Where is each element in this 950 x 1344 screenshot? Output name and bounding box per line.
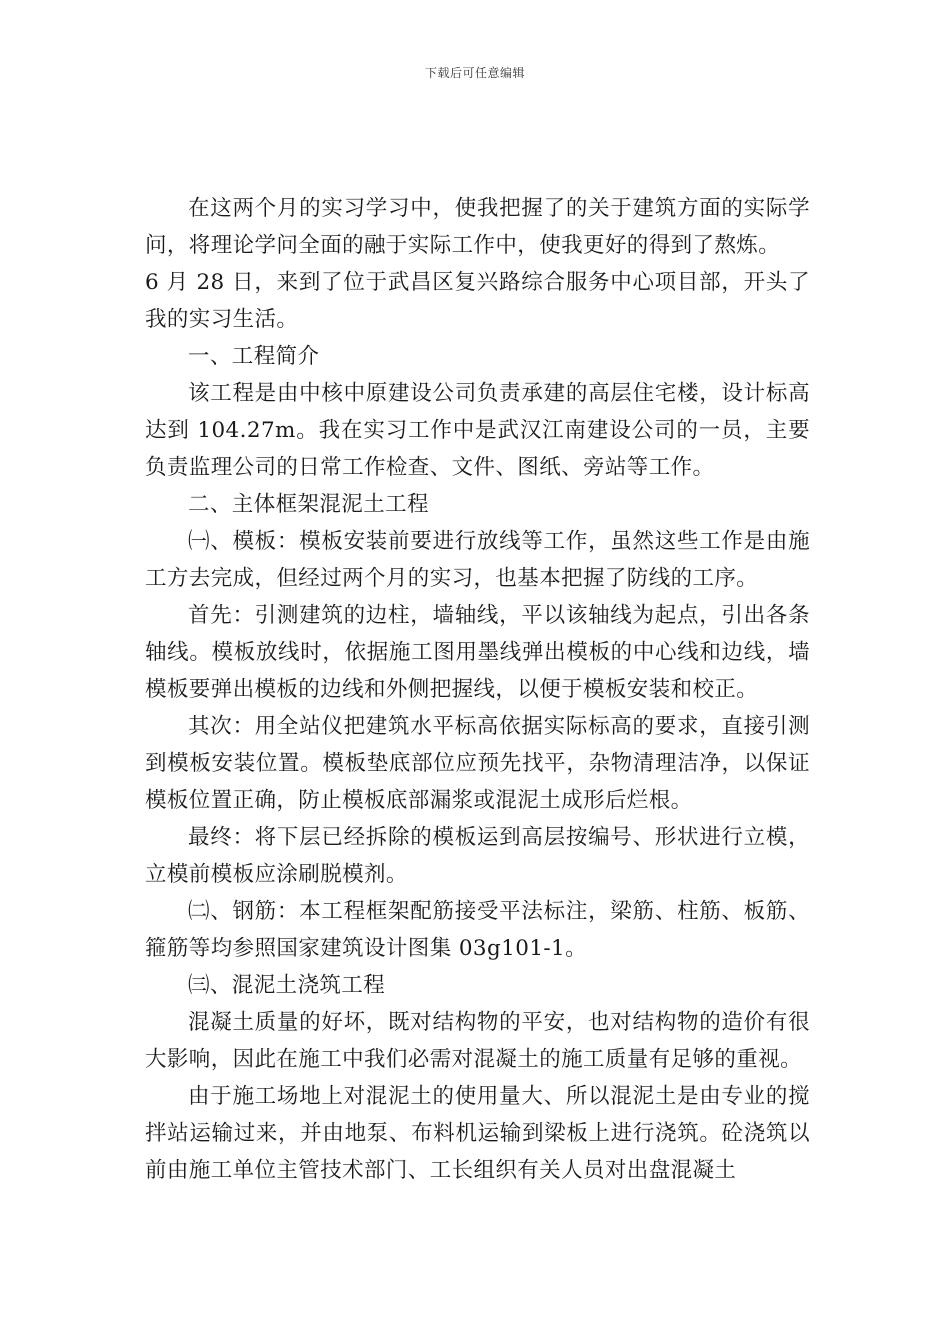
paragraph-concrete-supply: 由于施工场地上对混泥土的使用量大、所以混泥土是由专业的搅拌站运输过来，并由地泵、布料机运输到梁板上进行浇筑。砼浇筑以前由施工单位主管技术部门、工长组织有关人员对出盘混凝土 (145, 1084, 810, 1183)
paragraph-first-step: 首先：引测建筑的边柱，墙轴线，平以该轴线为起点，引出各条轴线。模板放线时，依据施工图用墨线弹出模板的中心线和边线，墙模板要弹出模板的边线和外侧把握线，以便于模板安装和校正。 (145, 603, 810, 702)
paragraph-concrete-quality: 混凝土质量的好坏，既对结构物的平安，也对结构物的造价有很大影响，因此在施工中我们必需对混凝土的施工质量有足够的重视。 (145, 1010, 810, 1072)
paragraph-intro-date: 6 月 28 日，来到了位于武昌区复兴路综合服务中心项目部，开头了我的实习生活。 (145, 270, 810, 332)
paragraph-project-overview: 该工程是由中核中原建设公司负责承建的高层住宅楼，设计标高达到 104.27m。我在实习工作中是武汉江南建设公司的一员，主要负责监理公司的日常工作检查、文件、图纸、旁站等工作。 (145, 381, 810, 480)
page-header: 下载后可任意编辑 (424, 66, 525, 80)
paragraph-intro: 在这两个月的实习学习中，使我把握了的关于建筑方面的实际学问，将理论学问全面的融于实际工作中，使我更好的得到了熬炼。 (145, 196, 810, 258)
document-body (145, 190, 810, 1189)
paragraph-final-step: 最终：将下层已经拆除的模板运到高层按编号、形状进行立模，立模前模板应涂刷脱模剂。 (145, 825, 810, 887)
paragraph-formwork: ㈠、模板：模板安装前要进行放线等工作，虽然这些工作是由施工方去完成，但经过两个月的实习，也基本把握了防线的工序。 (145, 529, 810, 591)
paragraph-second-step: 其次：用全站仪把建筑水平标高依据实际标高的要求，直接引测到模板安装位置。模板垫底部位应预先找平，杂物清理洁净，以保证模板位置正确，防止模板底部漏浆或混泥土成形后烂根。 (145, 714, 810, 813)
paragraph-rebar: ㈡、钢筋：本工程框架配筋接受平法标注，梁筋、柱筋、板筋、箍筋等均参照国家建筑设计图集 03g101-1。 (145, 899, 810, 961)
section-heading-project-overview: 一、工程简介 (188, 344, 320, 369)
subsection-heading-concrete: ㈢、混泥土浇筑工程 (188, 973, 386, 998)
section-heading-main-frame: 二、主体框架混泥土工程 (188, 492, 429, 517)
